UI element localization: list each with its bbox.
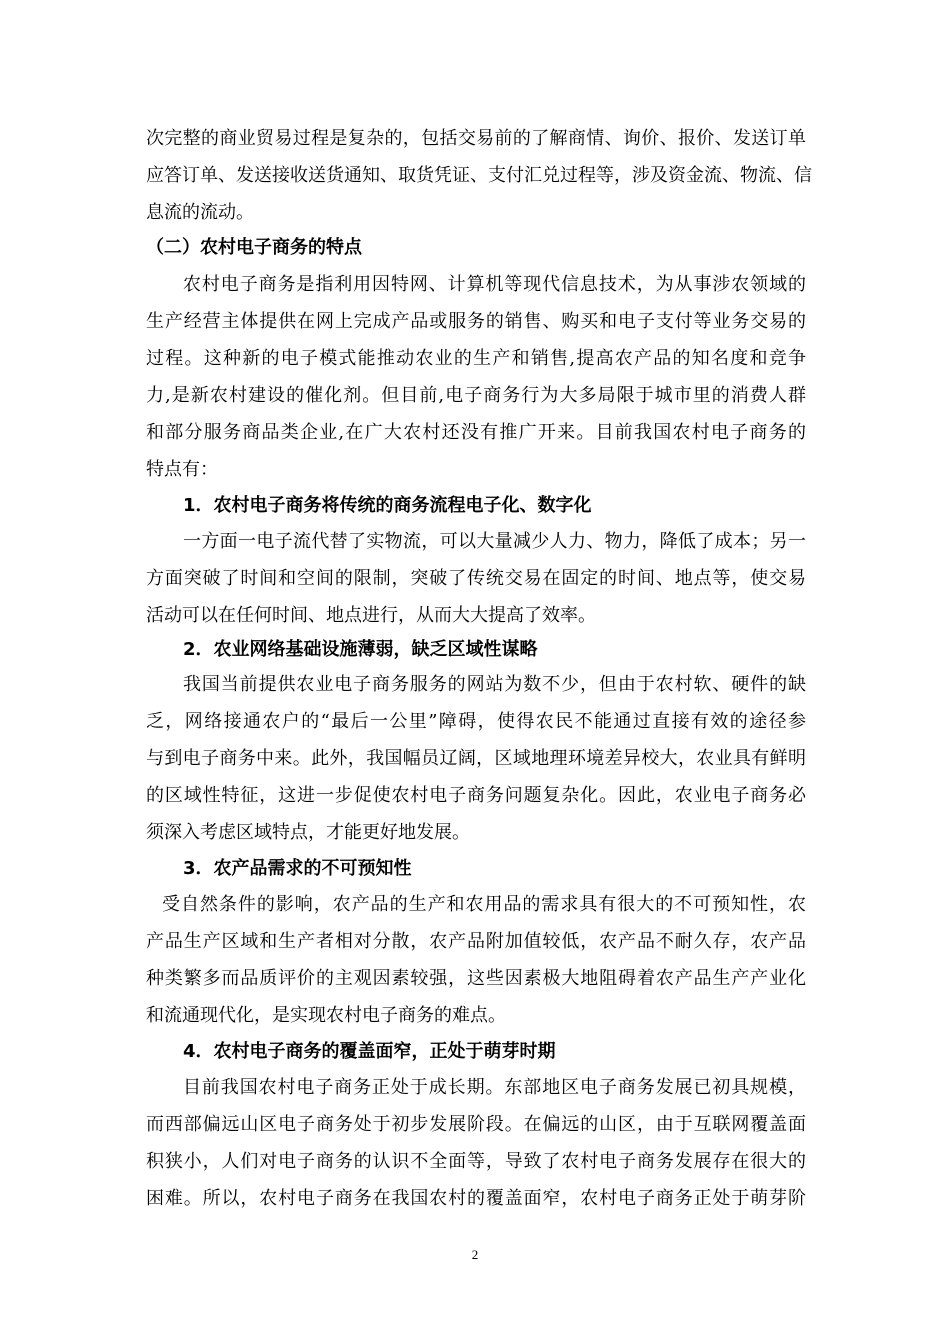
paragraph-line: 种类繁多而品质评价的主观因素较强，这些因素极大地阻碍着农产品生产产业化: [146, 968, 806, 989]
paragraph-line: 的区域性特征，这进一步促使农村电子商务问题复杂化。因此，农业电子商务必: [146, 785, 806, 806]
subsection-heading: 3．农产品需求的不可预知性: [183, 858, 412, 879]
paragraph-line: 一方面一电子流代替了实物流，可以大量减少人力、物力，降低了成本；另一: [183, 531, 806, 552]
paragraph-line: 产品生产区域和生产者相对分散，农产品附加值较低，农产品不耐久存，农产品: [146, 931, 806, 952]
paragraph-line: 农村电子商务是指利用因特网、计算机等现代信息技术，为从事涉农领域的: [183, 274, 806, 295]
subsection-heading: 1．农村电子商务将传统的商务流程电子化、数字化: [183, 495, 592, 516]
paragraph-line: 乏，网络接通农户的“最后一公里”障碍，使得农民不能通过直接有效的途径参: [146, 711, 806, 732]
paragraph-line: 生产经营主体提供在网上完成产品或服务的销售、购买和电子支付等业务交易的: [146, 311, 806, 332]
paragraph-line: 息流的流动。: [146, 202, 254, 223]
subsection-heading: 4．农村电子商务的覆盖面窄，正处于萌芽时期: [183, 1041, 556, 1062]
paragraph-line: 我国当前提供农业电子商务服务的网站为数不少，但由于农村软、硬件的缺: [183, 674, 806, 695]
paragraph-line: 目前我国农村电子商务正处于成长期。东部地区电子商务发展已初具规模，: [183, 1077, 806, 1098]
paragraph-line: 方面突破了时间和空间的限制，突破了传统交易在固定的时间、地点等，使交易: [146, 568, 806, 589]
paragraph-line: 而西部偏远山区电子商务处于初步发展阶段。在偏远的山区，由于互联网覆盖面: [146, 1114, 806, 1135]
section-heading: （二）农村电子商务的特点: [146, 237, 362, 258]
paragraph-line: 与到电子商务中来。此外，我国幅员辽阔，区域地理环境差异校大，农业具有鲜明: [146, 748, 806, 769]
paragraph-line: 困难。所以，农村电子商务在我国农村的覆盖面窄，农村电子商务正处于萌芽阶: [146, 1188, 806, 1209]
paragraph-line: 活动可以在任何时间、地点进行，从而大大提高了效率。: [146, 605, 596, 626]
paragraph-line: 和部分服务商品类企业,在广大农村还没有推广开来。目前我国农村电子商务的: [146, 422, 806, 443]
paragraph-line: 受自然条件的影响，农产品的生产和农用品的需求具有很大的不可预知性，农: [162, 894, 806, 915]
paragraph-line: 力,是新农村建设的催化剂。但目前,电子商务行为大多局限于城市里的消费人群: [146, 385, 806, 406]
paragraph-line: 次完整的商业贸易过程是复杂的，包括交易前的了解商情、询价、报价、发送订单: [146, 128, 806, 149]
paragraph-line: 应答订单、发送接收送货通知、取货凭证、支付汇兑过程等，涉及资金流、物流、信: [146, 165, 812, 186]
page-number: 2: [471, 1247, 479, 1262]
paragraph-line: 和流通现代化，是实现农村电子商务的难点。: [146, 1005, 506, 1026]
paragraph-line: 过程。这种新的电子模式能推动农业的生产和销售,提高农产品的知名度和竞争: [146, 348, 806, 369]
paragraph-line: 积狭小，人们对电子商务的认识不全面等，导致了农村电子商务发展存在很大的: [146, 1151, 806, 1172]
paragraph-line: 须深入考虑区域特点，才能更好地发展。: [146, 822, 470, 843]
paragraph-line: 特点有：: [146, 459, 218, 480]
subsection-heading: 2．农业网络基础设施薄弱，缺乏区域性谋略: [183, 639, 538, 660]
